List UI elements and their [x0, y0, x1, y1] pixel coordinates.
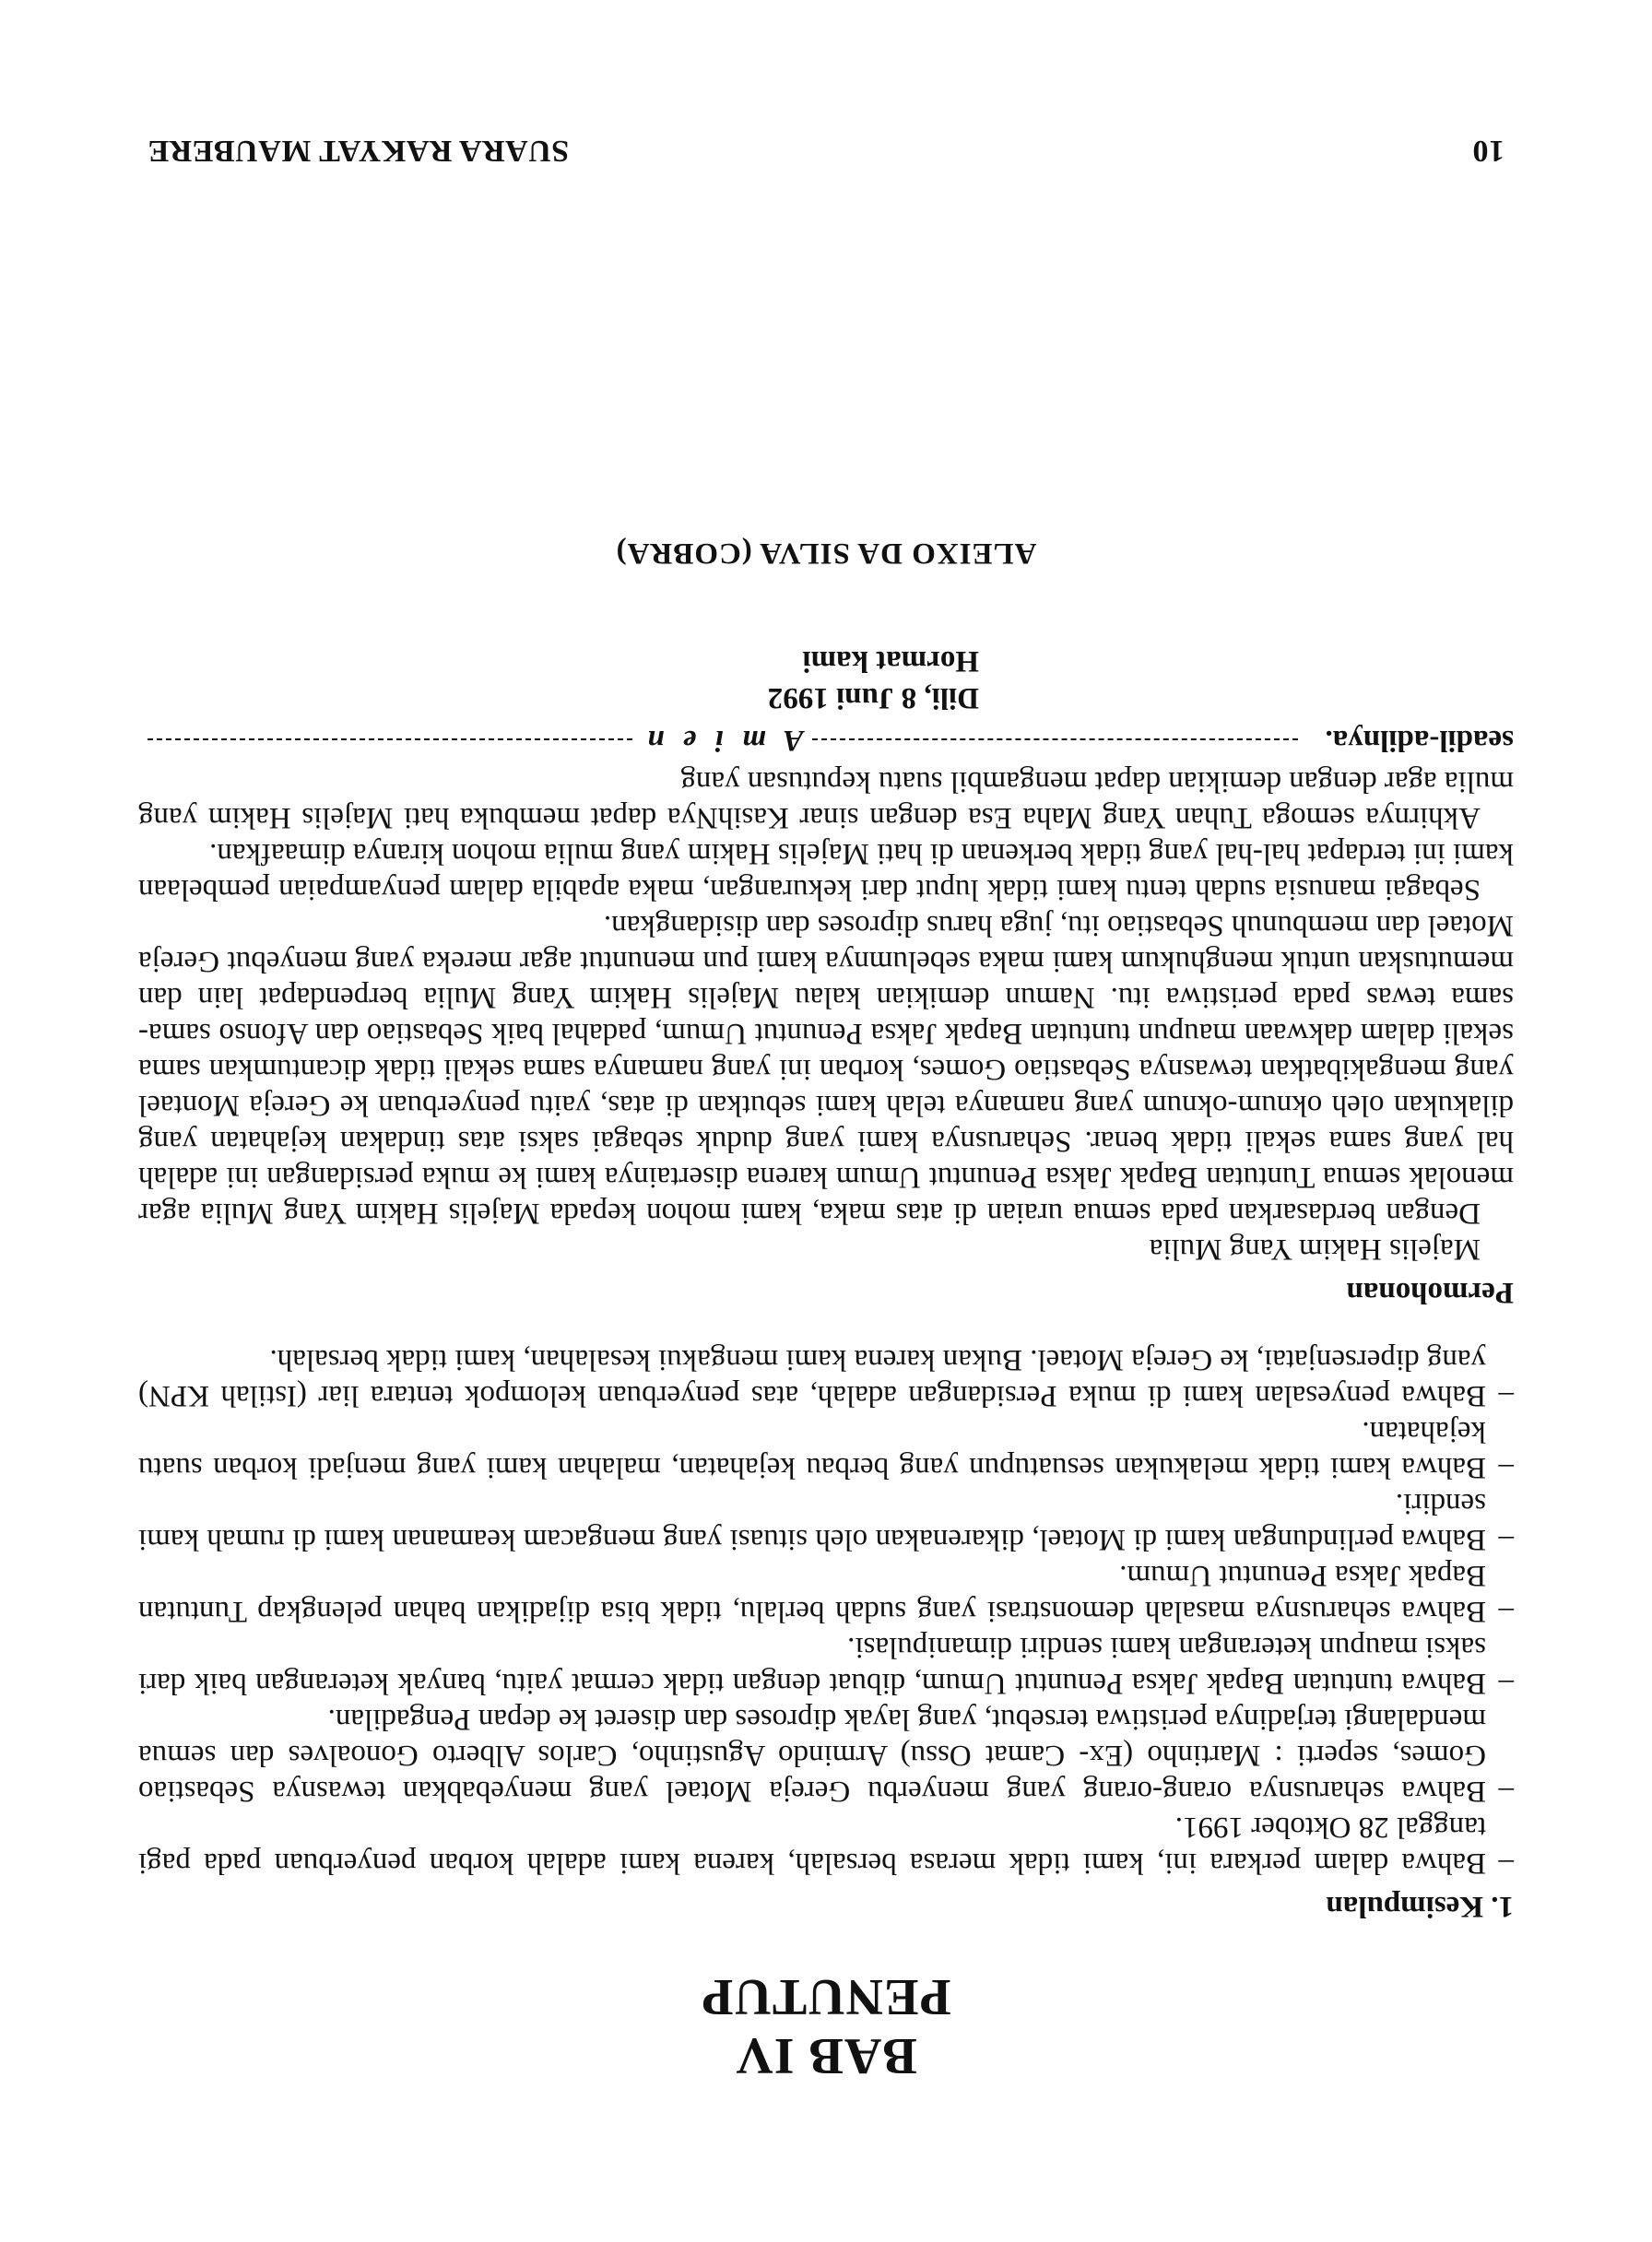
divider	[148, 739, 632, 741]
list-item: – Bahwa seharusnya orang-orang yang menyerbu Gereja Motael yang menyebabkan tewasnya Sebastiao Gomes, seperti : Martinho (Ex- Camat Ossu) Armindo Agustinho, Carlos Alberto Gonoalves dan semua mendalangi terjadinya peristiwa tersebut, yang layak diproses dan diseret ke depan Pengadilan.	[138, 1701, 1514, 1809]
list-item: – Bahwa seharusnya masalah demonstrasi yang sudah berlalu, tidak bisa dijadikan bahan pelengkap Tuntutan Bapak Jaksa Penuntut Umum.	[138, 1557, 1514, 1629]
amin-text: A m i e n	[642, 724, 804, 757]
chapter-heading	[0, 1967, 1652, 2085]
document-body	[138, 535, 1514, 1924]
closing-lead: seadil-adilnya.	[1325, 724, 1514, 757]
list-item: – Bahwa dalam perkara ini, kami tidak merasa bersalah, karena kami adalah korban penyerbuan pada pagi tanggal 28 Oktober 1991.	[138, 1809, 1514, 1881]
page-number: 10	[1472, 134, 1504, 168]
chapter-number: BAB IV	[735, 2027, 917, 2084]
list-item: – Bahwa perlindungan kami di Motael, dikarenakan oleh situasi yang mengacam keamanan kami di rumah kami sendiri.	[138, 1485, 1514, 1557]
place-date: Dili, 8 Juni 1992	[767, 681, 979, 714]
salutation: Majelis Hakim Yang Mulia	[1149, 1233, 1481, 1266]
chapter-title: PENUTUP	[701, 1968, 951, 2025]
list-item: – Bahwa kami tidak melakukan sesuatupun yang berbau kejahatan, malahan kami yang menjadi korban suatu kejahatan.	[138, 1413, 1514, 1485]
paragraph: Sebagai manusia sudah tentu kami tidak luput dari kekurangan, maka apabila dalam penyampaian pembelaan kami ini terdapat hal-hal yang tidak berkenan di hati Majelis Hakim yang mulia mohon kiranya dimaafkan.	[138, 837, 1514, 906]
signature-block	[138, 643, 979, 716]
list-item: – Bahwa penyesalan kami di muka Persidangan adalah, atas penyerbuan kelompok tentara liar (Istilah KPN) yang dipersenjatai, ke Gereja Motael. Bukan karena kami mengakui kesalahan, kami tidak bersalah.	[138, 1341, 1514, 1413]
conclusion-list	[138, 1341, 1514, 1881]
list-item: – Bahwa tuntutan Bapak Jaksa Penuntut Umum, dibuat dengan tidak cermat yaitu, banyak keterangan baik dari saksi maupun keterangan kami sendiri dimanipulasi.	[138, 1629, 1514, 1701]
paragraph: Dengan berdasarkan pada semua uraian di atas maka, kami mohon kepada Majelis Hakim Yang Mulia agar menolak semua Tuntutan Bapak Jaksa Penuntut Umum karena disertainya kami ke muka persidangan ini adalah hal yang sama sekali tidak benar. Seharusnya kami yang duduk sebagai saksi atas tindakan kejahatan yang dilakukan oleh oknum-oknum yang namanya telah kami sebutkan di atas, yaitu penyerbuan ke Gereja Montael yang mengakibatkan tewasnya Sebastiao Gomes, korban ini yang namanya sama sekali tidak dicantumkan sama sekali dalam dakwaan maupun tuntutan Bapak Jaksa Penuntut Umum, padahal baik Sebastiao dan Afonso sama-sama tewas pada peristiwa itu. Namun demikian kalau Majelis Hakim Yang Mulia berpendapat lain dan memutuskan untuk menghukum kami maka sebelumnya kami pun menuntut agar mereka yang menyebut Gereja Motael dan membunuh Sebastiao itu, juga harus diproses dan disidangkan.	[138, 909, 1514, 1230]
regards: Hormat kami	[802, 644, 979, 678]
page-footer-row	[148, 133, 1504, 168]
closing-line	[138, 722, 1514, 758]
paragraph: Akhirnya semoga Tuhan Yang Maha Esa dengan sinar KasihNya dapat membuka hati Majelis Hakim yang mulia agar dengan demikian dapat mengambil suatu keputusan yang	[138, 765, 1514, 834]
publication-name: SUARA RAKYAT MAUBERE	[148, 134, 570, 168]
section-heading-permohonan: Permohonan	[1346, 1276, 1514, 1309]
signer-name: ALEIXO DA SILVA (COBRA)	[615, 537, 1037, 570]
section-heading-kesimpulan: 1. Kesimpulan	[1326, 1890, 1514, 1923]
divider	[812, 739, 1297, 741]
